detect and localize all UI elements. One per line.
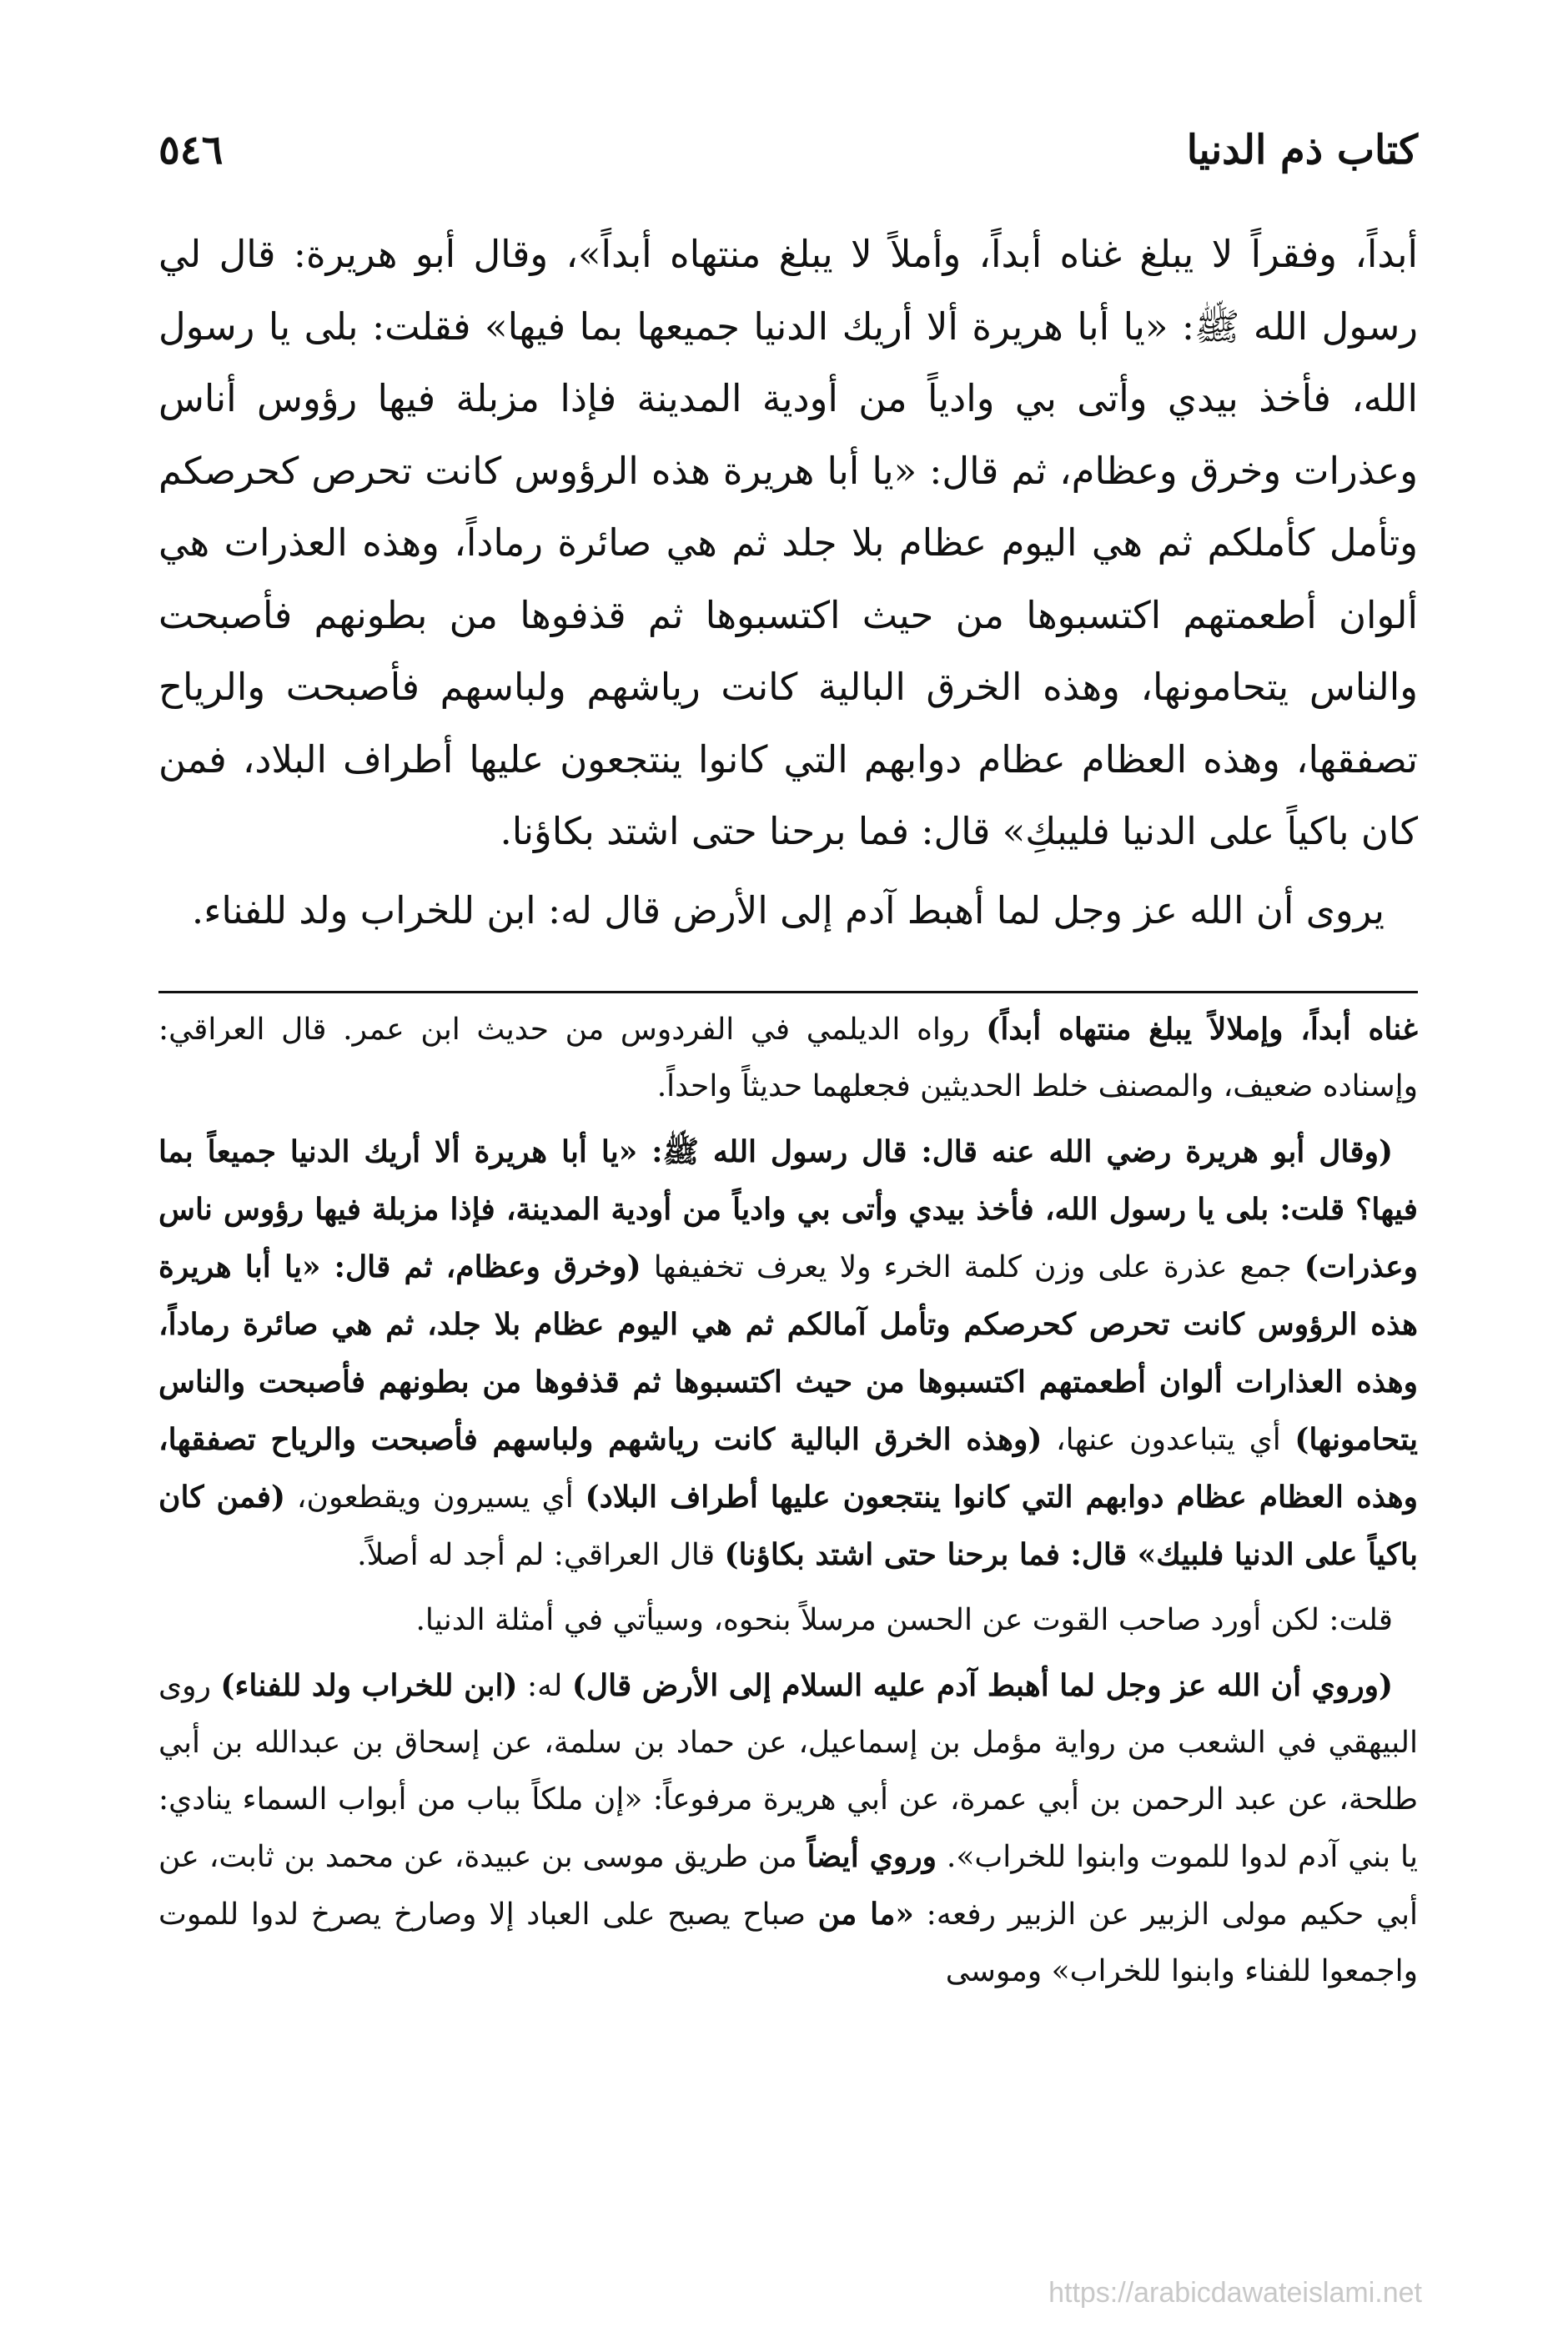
footnote-divider — [158, 991, 1418, 993]
quoted-text: (وقال أبو هريرة رضي الله عنه قال: قال رسول الله ﷺ: «يا أبا هريرة ألا أريك الدنيا جميعاً بما فيها؟ قلت: بلى يا رسول الله، فأخذ بيدي وأتى بي وادياً من أودية المدينة، فإذا مزبلة فيها رؤوس ناس وعذرات) — [158, 1134, 1418, 1284]
quoted-text: (وروي أن الله عز وجل لما أهبط آدم عليه السلام إلى الأرض قال) — [571, 1668, 1393, 1703]
commentary-paragraph — [158, 1657, 1418, 2000]
quoted-text: (فمن كان باكياً على الدنيا فلبيك» قال: فما برحنا حتى اشتد بكاؤنا) — [158, 1480, 1418, 1572]
commentary-text: من طريق موسى بن عبيدة، عن محمد بن ثابت، عن أبي حكيم مولى الزبير عن الزبير رفعه: — [158, 1840, 1418, 1932]
commentary-text: له: — [517, 1669, 572, 1703]
quoted-text: وروي أيضاً — [807, 1839, 937, 1874]
commentary — [158, 1001, 1418, 2008]
commentary-text: أي يتباعدون عنها، — [1042, 1423, 1295, 1457]
main-text — [158, 219, 1418, 947]
commentary-text: أي يسيرون ويقطعون، — [285, 1480, 585, 1515]
main-paragraph: يروى أن الله عز وجل لما أهبط آدم إلى الأرض قال له: ابن للخراب ولد للفناء. — [191, 887, 1385, 932]
page-number: ٥٤٦ — [158, 127, 224, 173]
quoted-text: غناه أبداً، وإملالاً يبلغ منتهاه أبداً) — [986, 1012, 1418, 1047]
quoted-text: (وهذه الخرق البالية كانت رياشهم ولباسهم فأصبحت والرياح تصفقها، وهذه العظام عظام دوابهم التي كانوا ينتجعون عليها أطراف البلاد) — [158, 1422, 1418, 1515]
commentary-text: روى البيهقي في الشعب من رواية مؤمل بن إسماعيل، عن حماد بن سلمة، عن إسحاق بن عبدالله بن أبي طلحة، عن عبد الرحمن بن أبي عمرة، عن أبي هريرة مرفوعاً: «إن ملكاً بباب من أبواب السماء ينادي: يا بني آدم لدوا للموت وابنوا للخراب». — [158, 1669, 1418, 1874]
main-paragraph: أبداً، وفقراً لا يبلغ غناه أبداً، وأملاً لا يبلغ منتهاه أبداً»، وقال أبو هريرة: قال لي رسول الله ﷺ: «يا أبا هريرة ألا أريك الدنيا جميعها بما فيها» فقلت: بلى يا رسول الله، فأخذ بيدي وأتى بي وادياً من أودية المدينة فإذا مزبلة فيها رؤوس أناس وعذرات وخرق وعظام، ثم قال: «يا أبا هريرة هذه الرؤوس كانت تحرص كحرصكم وتأمل كأملكم ثم هي اليوم عظام بلا جلد ثم هي صائرة رماداً، وهذه العذرات هي ألوان أطعمتهم اكتسبوها من حيث اكتسبوها ثم قذفوها من بطونهم فأصبحت والناس يتحامونها، وهذه الخرق البالية كانت رياشهم ولباسهم فأصبحت والرياح تصفقها، وهذه العظام عظام دوابهم التي كانوا ينتجعون عليها أطراف البلاد، فمن كان باكياً على الدنيا فليبكِ» قال: فما برحنا حتى اشتد بكاؤنا. — [158, 232, 1418, 853]
commentary-paragraph: قلت: لكن أورد صاحب القوت عن الحسن مرسلاً بنحوه، وسيأتي في أمثلة الدنيا. — [415, 1603, 1393, 1637]
book-title: كتاب ذم الدنيا — [1186, 127, 1418, 173]
quoted-text: (ابن للخراب ولد للفناء) — [220, 1668, 518, 1703]
commentary-text: رواه الديلمي في الفردوس من حديث ابن عمر. قال العراقي: وإسناده ضعيف، والمصنف خلط الحديثين فجعلهما حديثاً واحداً. — [158, 1013, 1418, 1103]
commentary-text: جمع عذرة على وزن كلمة الخرء ولا يعرف تخفيفها — [641, 1250, 1304, 1284]
quoted-text: (وخرق وعظام، ثم قال: «يا أبا هريرة هذه الرؤوس كانت تحرص كحرصكم وتأمل آمالكم ثم هي اليوم عظام بلا جلد، ثم هي صائرة رماداً، وهذه العذارات ألوان أطعمتهم اكتسبوها من حيث اكتسبوها ثم قذفوها من بطونهم فأصبحت والناس يتحامونها) — [158, 1249, 1418, 1457]
watermark-url: https://arabicdawateislami.net — [1048, 2277, 1422, 2309]
commentary-paragraph — [158, 1123, 1418, 1584]
page-header — [158, 108, 1418, 192]
commentary-text: قال العراقي: لم أجد له أصلاً. — [357, 1538, 725, 1572]
quoted-text: «ما من — [817, 1897, 914, 1932]
commentary-text: صباح يصبح على العباد إلا وصارخ يصرخ لدوا للموت واجمعوا للفناء وابنوا للخراب» وموسى — [158, 1897, 1418, 1988]
commentary-paragraph — [158, 1001, 1418, 1115]
